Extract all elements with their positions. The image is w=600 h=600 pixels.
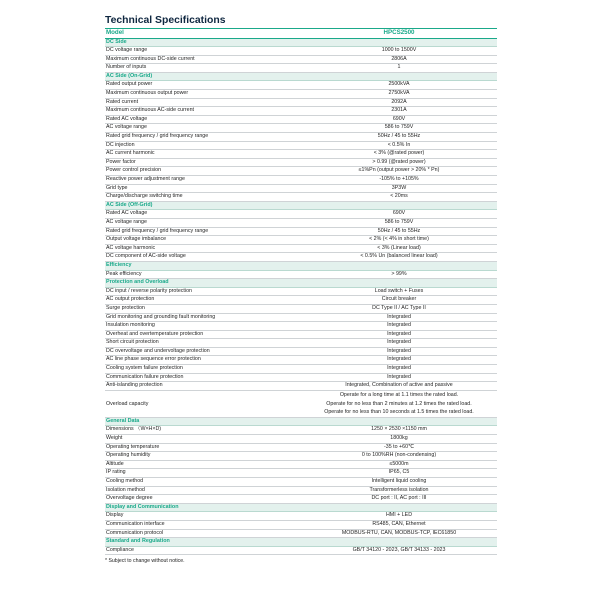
spec-value: < 3% (Linear load) bbox=[301, 244, 497, 253]
spec-value: 586 to 759V bbox=[301, 124, 497, 133]
spec-label: Display bbox=[105, 512, 301, 521]
spec-row bbox=[105, 107, 497, 116]
spec-label: DC overvoltage and undervoltage protection bbox=[105, 347, 301, 356]
spec-label: AC voltage range bbox=[105, 124, 301, 133]
spec-row bbox=[105, 236, 497, 245]
spec-value: MODBUS-RTU, CAN, MODBUS-TCP, IEC61850 bbox=[301, 529, 497, 538]
spec-value: 50Hz / 45 to 55Hz bbox=[301, 227, 497, 236]
section-header bbox=[105, 261, 497, 270]
spec-label: DC input / reverse polarity protection bbox=[105, 287, 301, 296]
spec-value: DC port : II, AC port : III bbox=[301, 495, 497, 504]
spec-value: Transformerless isolation bbox=[301, 486, 497, 495]
spec-value: -105% to +105% bbox=[301, 176, 497, 185]
spec-value: IP65, C5 bbox=[301, 469, 497, 478]
spec-value: RS485, CAN, Ethernet bbox=[301, 520, 497, 529]
spec-value: < 3% (@rated power) bbox=[301, 150, 497, 159]
spec-row bbox=[105, 443, 497, 452]
page-title: Technical Specifications bbox=[105, 15, 226, 26]
spec-row bbox=[105, 150, 497, 159]
spec-value: < 20ms bbox=[301, 193, 497, 202]
spec-value: 2301A bbox=[301, 107, 497, 116]
spec-label: Rated output power bbox=[105, 81, 301, 90]
section-heading: DC Side bbox=[105, 38, 497, 47]
spec-value: 2092A bbox=[301, 98, 497, 107]
spec-value: Integrated, Combination of active and passive bbox=[301, 382, 497, 391]
spec-label: Isolation method bbox=[105, 486, 301, 495]
spec-label: DC voltage range bbox=[105, 47, 301, 56]
spec-value: 2500kVA bbox=[301, 81, 497, 90]
spec-label: Weight bbox=[105, 435, 301, 444]
spec-row bbox=[105, 469, 497, 478]
spec-label: AC line phase sequence error protection bbox=[105, 356, 301, 365]
spec-row bbox=[105, 287, 497, 296]
spec-value: ≤1%Pn (output power > 20% * Pn) bbox=[301, 167, 497, 176]
section-header bbox=[105, 503, 497, 512]
spec-value: Integrated bbox=[301, 356, 497, 365]
spec-row bbox=[105, 435, 497, 444]
spec-label: Cooling method bbox=[105, 478, 301, 487]
spec-label: Compliance bbox=[105, 546, 301, 555]
section-heading: AC Side (On-Grid) bbox=[105, 72, 497, 81]
spec-label: Power factor bbox=[105, 158, 301, 167]
spec-label: Grid type bbox=[105, 184, 301, 193]
spec-row bbox=[105, 253, 497, 262]
spec-row bbox=[105, 486, 497, 495]
spec-row bbox=[105, 460, 497, 469]
spec-label: Rated current bbox=[105, 98, 301, 107]
spec-row bbox=[105, 296, 497, 305]
spec-label: Overheat and overtemperature protection bbox=[105, 330, 301, 339]
spec-label: Surge protection bbox=[105, 304, 301, 313]
spec-label: Rated AC voltage bbox=[105, 210, 301, 219]
spec-row bbox=[105, 184, 497, 193]
spec-label: AC current harmonic bbox=[105, 150, 301, 159]
section-header bbox=[105, 538, 497, 547]
spec-value: Integrated bbox=[301, 322, 497, 331]
spec-label: Maximum continuous output power bbox=[105, 90, 301, 99]
spec-value: Integrated bbox=[301, 339, 497, 348]
spec-label: Short circuit protection bbox=[105, 339, 301, 348]
spec-value: 1 bbox=[301, 64, 497, 73]
spec-row bbox=[105, 390, 497, 417]
spec-row bbox=[105, 330, 497, 339]
spec-row bbox=[105, 98, 497, 107]
spec-value: Integrated bbox=[301, 347, 497, 356]
spec-row bbox=[105, 478, 497, 487]
spec-row bbox=[105, 529, 497, 538]
spec-label: IP rating bbox=[105, 469, 301, 478]
spec-label: Communication interface bbox=[105, 520, 301, 529]
spec-row bbox=[105, 167, 497, 176]
spec-row bbox=[105, 322, 497, 331]
spec-row bbox=[105, 133, 497, 142]
spec-row bbox=[105, 158, 497, 167]
spec-row bbox=[105, 304, 497, 313]
spec-value: Integrated bbox=[301, 330, 497, 339]
spec-value: 1250 × 2530 ×1150 mm bbox=[301, 426, 497, 435]
spec-row bbox=[105, 546, 497, 555]
spec-value: > 0.99 (@rated power) bbox=[301, 158, 497, 167]
spec-row bbox=[105, 373, 497, 382]
spec-row bbox=[105, 347, 497, 356]
spec-label: Communication failure protection bbox=[105, 373, 301, 382]
model-label: Model bbox=[105, 29, 301, 39]
spec-row bbox=[105, 218, 497, 227]
spec-label: Operating humidity bbox=[105, 452, 301, 461]
spec-table bbox=[105, 28, 497, 555]
spec-value: Intelligent liquid cooling bbox=[301, 478, 497, 487]
spec-row bbox=[105, 64, 497, 73]
section-heading: Standard and Regulation bbox=[105, 538, 497, 547]
spec-row bbox=[105, 382, 497, 391]
spec-value: DC Type II / AC Type II bbox=[301, 304, 497, 313]
spec-value: 2750kVA bbox=[301, 90, 497, 99]
spec-row bbox=[105, 227, 497, 236]
spec-value: 50Hz / 45 to 55Hz bbox=[301, 133, 497, 142]
spec-value: Integrated bbox=[301, 313, 497, 322]
spec-label: Maximum continuous DC-side current bbox=[105, 55, 301, 64]
spec-value: < 0.5% Un (balanced linear load) bbox=[301, 253, 497, 262]
section-heading: AC Side (Off-Grid) bbox=[105, 201, 497, 210]
spec-value: ≤5000m bbox=[301, 460, 497, 469]
section-header bbox=[105, 38, 497, 47]
spec-row bbox=[105, 512, 497, 521]
spec-row bbox=[105, 452, 497, 461]
spec-value: < 0.5% In bbox=[301, 141, 497, 150]
spec-label: Overvoltage degree bbox=[105, 495, 301, 504]
spec-row bbox=[105, 244, 497, 253]
spec-label: Cooling system failure protection bbox=[105, 365, 301, 374]
spec-row bbox=[105, 270, 497, 279]
spec-label: Anti-islanding protection bbox=[105, 382, 301, 391]
spec-value: 586 to 759V bbox=[301, 218, 497, 227]
spec-value: Integrated bbox=[301, 365, 497, 374]
model-value: HPCS2500 bbox=[301, 29, 497, 39]
spec-row bbox=[105, 210, 497, 219]
spec-table-body bbox=[105, 29, 497, 555]
spec-label: Rated grid frequency / grid frequency range bbox=[105, 227, 301, 236]
spec-value: Operate for a long time at 1.1 times the rated load. Operate for no less than 2 minutes at 1.2 times the rated load. Operate for no less than 10 seconds at 1.5 times the rated load. bbox=[301, 390, 497, 417]
section-header bbox=[105, 279, 497, 288]
spec-row bbox=[105, 426, 497, 435]
section-header bbox=[105, 201, 497, 210]
spec-value: 0 to 100%RH (non-condensing) bbox=[301, 452, 497, 461]
spec-label: Grid monitoring and grounding fault monitoring bbox=[105, 313, 301, 322]
spec-row bbox=[105, 124, 497, 133]
spec-label: Communication protocol bbox=[105, 529, 301, 538]
spec-value: < 2% (< 4% in short time) bbox=[301, 236, 497, 245]
spec-label: Rated grid frequency / grid frequency range bbox=[105, 133, 301, 142]
spec-row bbox=[105, 47, 497, 56]
spec-value: 1800kg bbox=[301, 435, 497, 444]
spec-label: AC output protection bbox=[105, 296, 301, 305]
section-heading: General Data bbox=[105, 417, 497, 426]
section-heading: Protection and Overload bbox=[105, 279, 497, 288]
spec-value: 690V bbox=[301, 115, 497, 124]
spec-label: DC component of AC-side voltage bbox=[105, 253, 301, 262]
spec-label: Charge/discharge switching time bbox=[105, 193, 301, 202]
section-header bbox=[105, 72, 497, 81]
spec-label: Power control precision bbox=[105, 167, 301, 176]
spec-row bbox=[105, 495, 497, 504]
spec-row bbox=[105, 176, 497, 185]
section-heading: Efficiency bbox=[105, 261, 497, 270]
spec-label: Dimensions （W×H×D) bbox=[105, 426, 301, 435]
spec-value: -35 to +60℃ bbox=[301, 443, 497, 452]
spec-row bbox=[105, 339, 497, 348]
spec-label: Maximum continuous AC-side current bbox=[105, 107, 301, 116]
spec-label: Overload capacity bbox=[105, 390, 301, 417]
spec-value: Integrated bbox=[301, 373, 497, 382]
spec-label: Reactive power adjustment range bbox=[105, 176, 301, 185]
spec-label: Peak efficiency bbox=[105, 270, 301, 279]
spec-value: 1000 to 1500V bbox=[301, 47, 497, 56]
spec-value: 2806A bbox=[301, 55, 497, 64]
spec-label: Output voltage imbalance bbox=[105, 236, 301, 245]
spec-row bbox=[105, 365, 497, 374]
spec-label: Rated AC voltage bbox=[105, 115, 301, 124]
spec-label: DC injection bbox=[105, 141, 301, 150]
spec-row bbox=[105, 90, 497, 99]
spec-row bbox=[105, 313, 497, 322]
section-header bbox=[105, 417, 497, 426]
spec-value: > 99% bbox=[301, 270, 497, 279]
spec-row bbox=[105, 193, 497, 202]
spec-row bbox=[105, 356, 497, 365]
spec-row bbox=[105, 520, 497, 529]
spec-value: Circuit breaker bbox=[301, 296, 497, 305]
spec-value: 690V bbox=[301, 210, 497, 219]
spec-label: AC voltage range bbox=[105, 218, 301, 227]
spec-label: AC voltage harmonic bbox=[105, 244, 301, 253]
spec-row bbox=[105, 115, 497, 124]
spec-row bbox=[105, 141, 497, 150]
section-heading: Display and Communication bbox=[105, 503, 497, 512]
spec-label: Operating temperature bbox=[105, 443, 301, 452]
footnote: * Subject to change without notice. bbox=[105, 558, 185, 565]
spec-row bbox=[105, 55, 497, 64]
spec-label: Number of inputs bbox=[105, 64, 301, 73]
spec-sheet bbox=[105, 14, 497, 564]
spec-value: Load switch + Fuses bbox=[301, 287, 497, 296]
model-row bbox=[105, 29, 497, 39]
spec-value: 3P3W bbox=[301, 184, 497, 193]
spec-label: Altitude bbox=[105, 460, 301, 469]
spec-value: HMI + LED bbox=[301, 512, 497, 521]
spec-row bbox=[105, 81, 497, 90]
spec-label: Insulation monitoring bbox=[105, 322, 301, 331]
spec-value: GB/T 34120 - 2023, GB/T 34133 - 2023 bbox=[301, 546, 497, 555]
